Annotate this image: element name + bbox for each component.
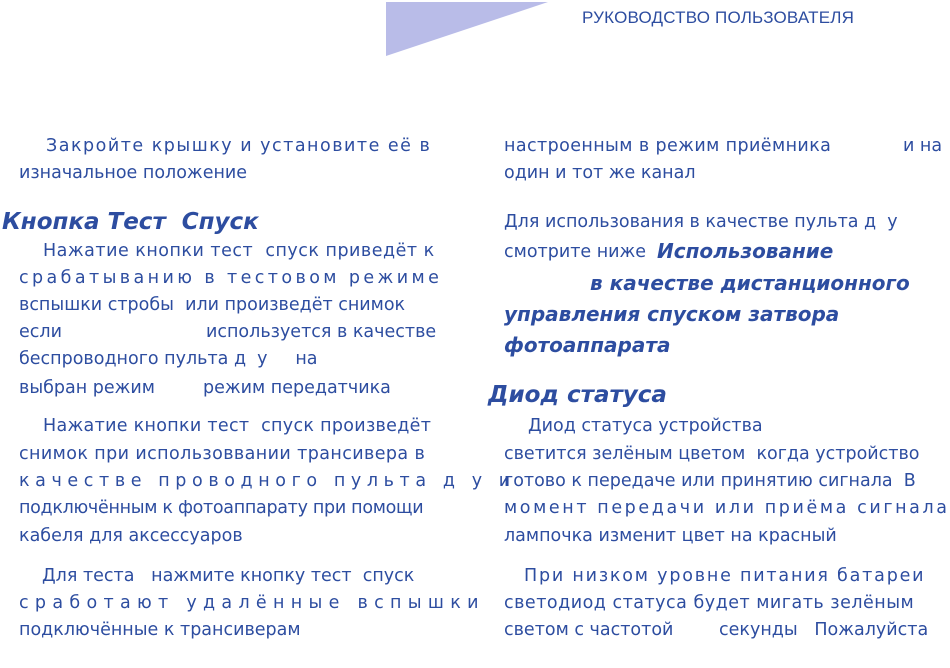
section-heading-status-led: Диод статуса xyxy=(488,382,667,408)
status-line-4: момент передачи или приёма сигнала xyxy=(504,498,950,518)
status-line-5: лампочка изменит цвет на красный xyxy=(504,526,837,546)
battery-line-1: При низком уровне питания батареи xyxy=(524,566,926,586)
para3-line-2: сработают удалённые вспышки xyxy=(19,593,485,613)
para2-line-2: снимок при использоввании трансивера в xyxy=(19,444,426,464)
battery-line-3b: секунды Пожалуйста xyxy=(719,620,929,640)
para1-line-6a: выбран режим xyxy=(19,378,155,398)
para2-line-3: качестве проводного пульта д у и xyxy=(19,471,516,491)
para1-line-4b: используется в качестве xyxy=(206,322,437,342)
para1-line-4a: если xyxy=(19,322,62,342)
remote-line-1: Для использования в качестве пульта д у xyxy=(504,212,898,232)
para3-line-1: Для теста нажмите кнопку тест спуск xyxy=(42,566,415,586)
remote-link-line-3: управления спуском затвора xyxy=(504,302,840,326)
para2-line-4: подключённым к фотоаппарату при помощи xyxy=(19,498,424,518)
para1-line-3: вспышки стробы или произведёт снимок xyxy=(19,295,406,315)
intro-text-1: Закройте крышку и установите её в xyxy=(46,136,432,156)
para3-line-3: подключённые к трансиверам xyxy=(19,620,301,640)
top-line-1b: и на xyxy=(903,136,943,156)
para1-line-1: Нажатие кнопки тест спуск приведёт к xyxy=(43,241,435,261)
remote-link-line-4: фотоаппарата xyxy=(504,333,671,357)
battery-line-3a: светом с частотой xyxy=(504,620,674,640)
status-line-1: Диод статуса устройства xyxy=(528,416,763,436)
accent-triangle-shape xyxy=(386,2,548,56)
top-line-2: один и тот же канал xyxy=(504,163,696,183)
page-header-title: РУКОВОДСТВО ПОЛЬЗОВАТЕЛЯ xyxy=(582,8,855,27)
remote-link-line-1: Использование xyxy=(657,239,834,263)
para1-line-2: срабатыванию в тестовом режиме xyxy=(19,268,443,288)
para1-line-5: беспроводного пульта д у на xyxy=(19,349,318,369)
para1-line-6b: режим передатчика xyxy=(203,378,391,398)
para2-line-1: Нажатие кнопки тест спуск произведёт xyxy=(43,416,432,436)
remote-line-2: смотрите ниже xyxy=(504,242,647,262)
remote-link-line-2: в качестве дистанционного xyxy=(590,271,910,295)
section-heading-test-button: Кнопка Тест Спуск xyxy=(2,209,259,235)
status-line-3: готово к передаче или принятию сигнала В xyxy=(504,471,916,491)
status-line-2: светится зелёным цветом когда устройство xyxy=(504,444,920,464)
battery-line-2: светодиод статуса будет мигать зелёным xyxy=(504,593,915,613)
intro-line-2: изначальное положение xyxy=(19,163,248,183)
intro-line-1 xyxy=(46,136,461,156)
para2-line-5: кабеля для аксессуаров xyxy=(19,526,243,546)
top-line-1a: настроенным в режим приёмника xyxy=(504,136,832,156)
